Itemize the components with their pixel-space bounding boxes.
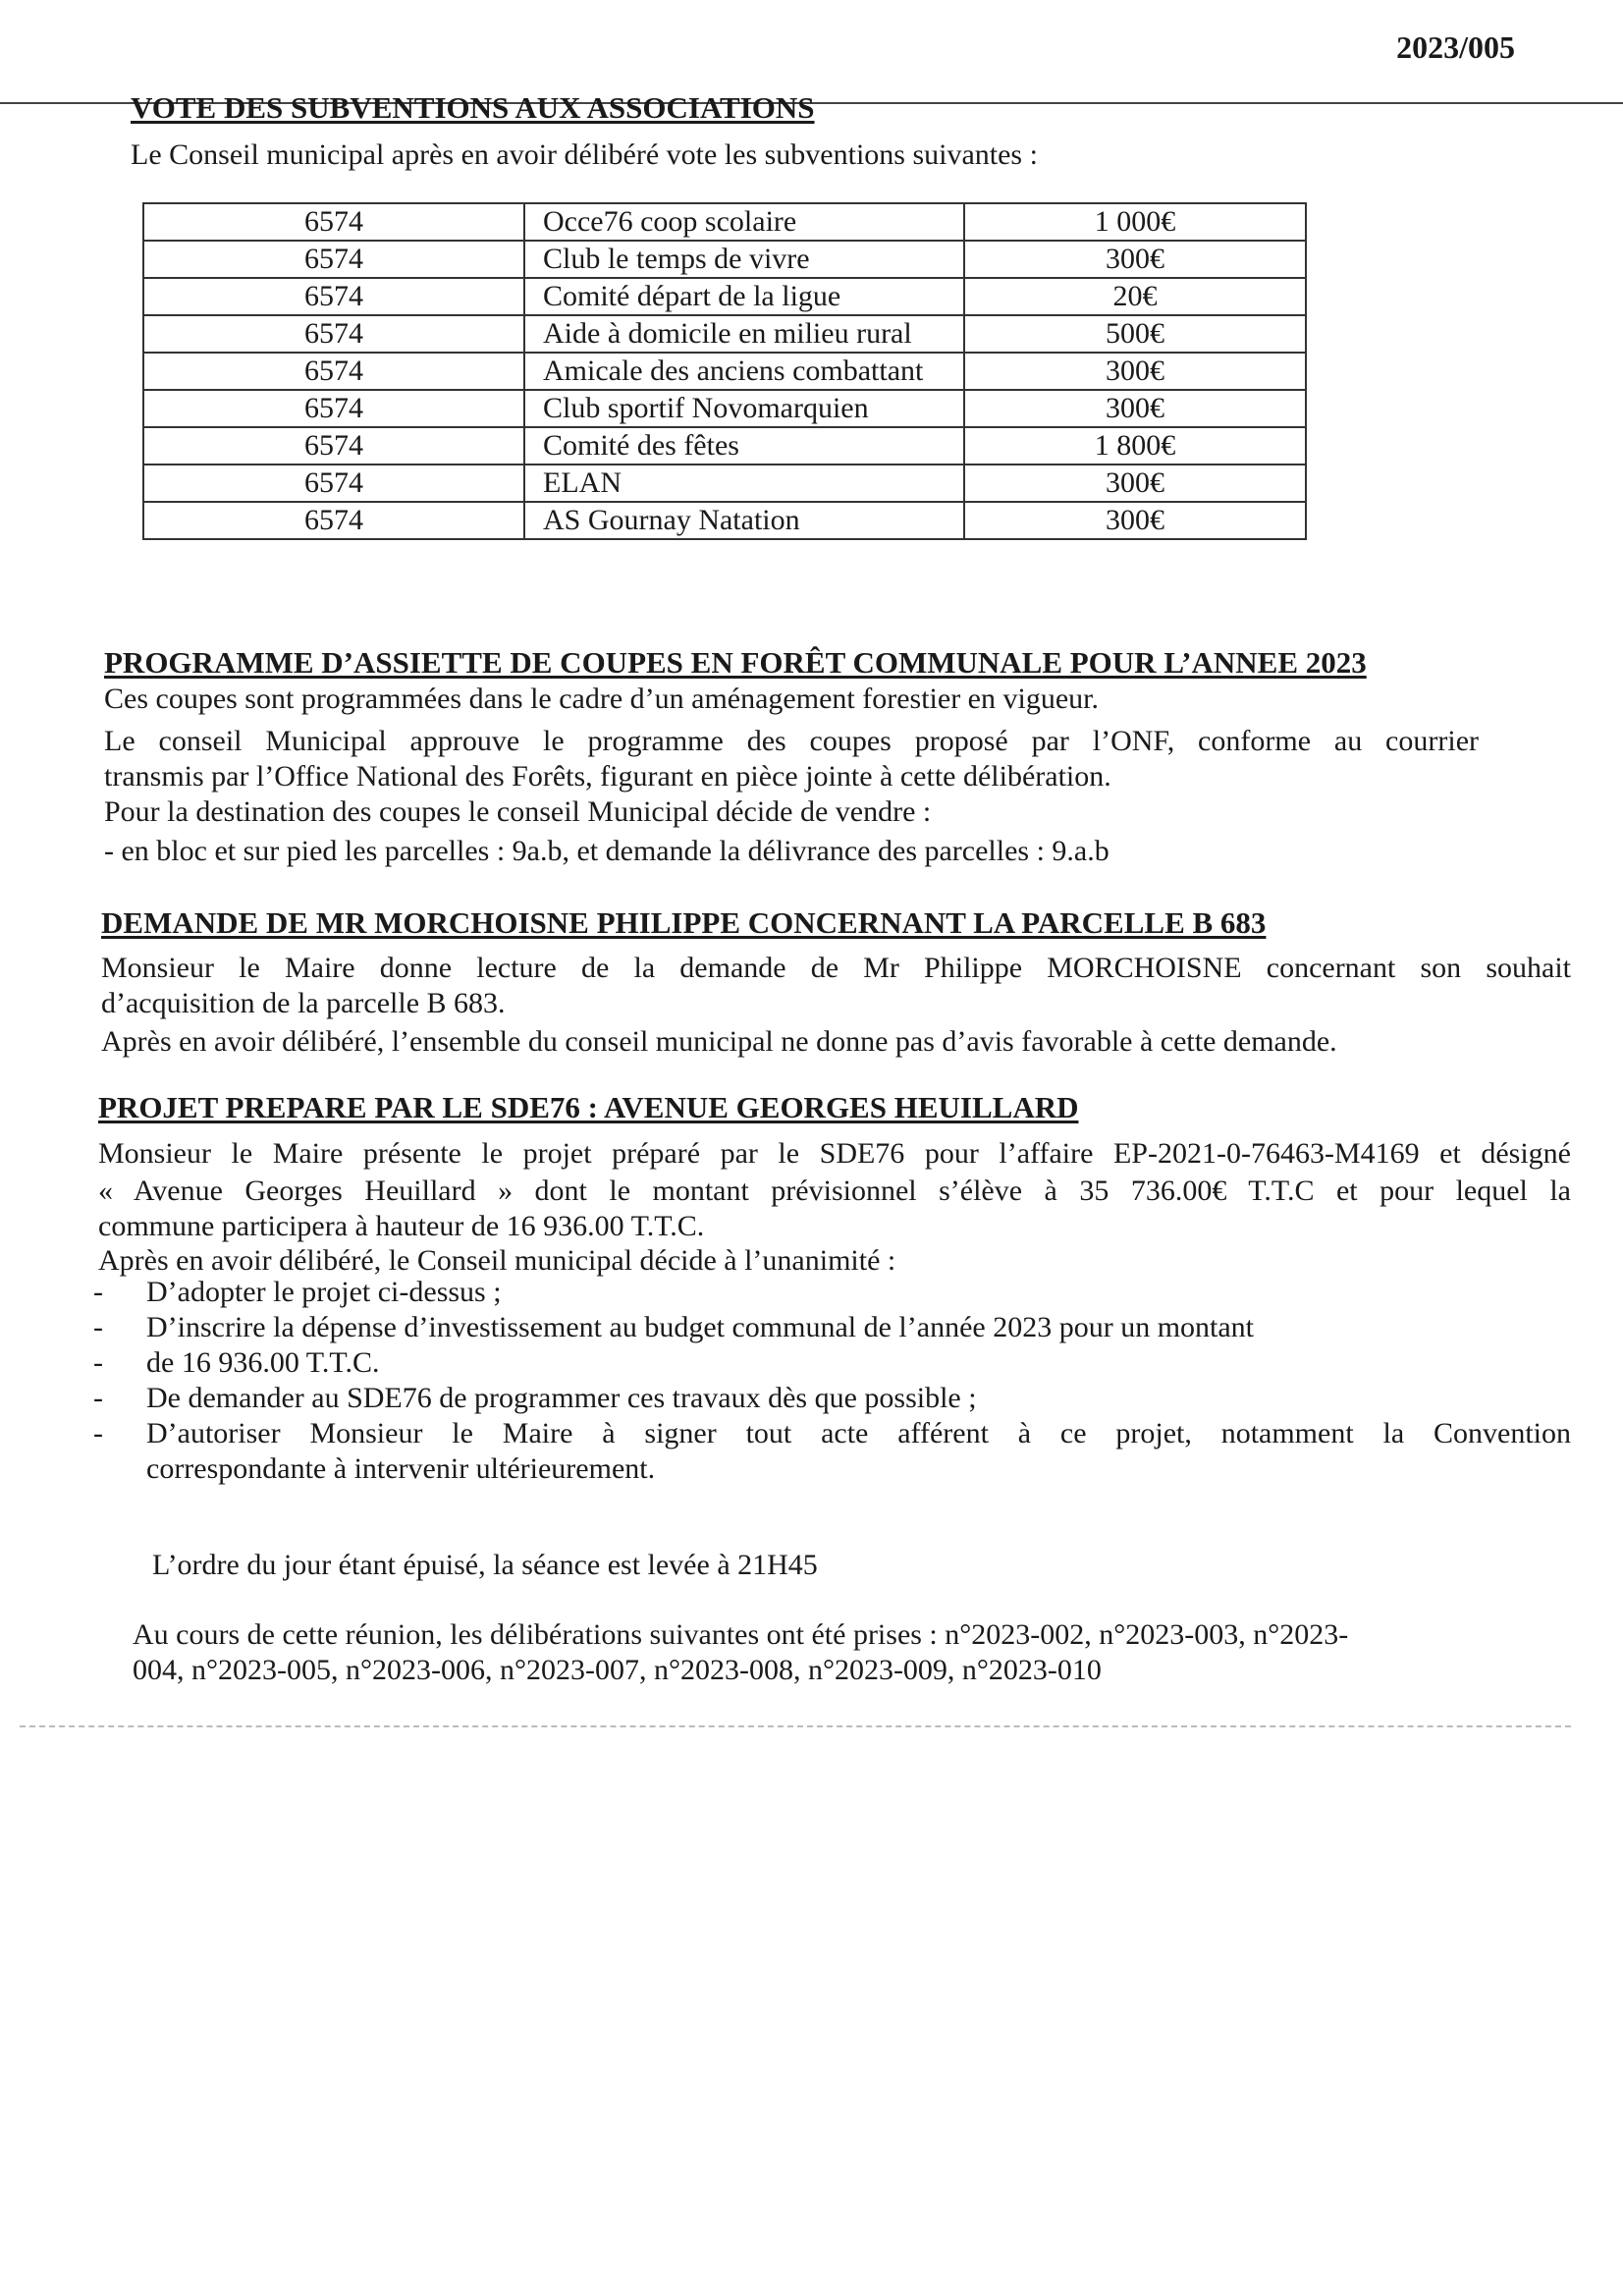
table-cell-code: 6574	[143, 315, 524, 353]
table-cell-name: Comité départ de la ligue	[524, 278, 964, 315]
table-cell-code: 6574	[143, 465, 524, 502]
table-row	[143, 241, 1306, 278]
table-cell-code: 6574	[143, 278, 524, 315]
morchoisne-paragraph-1-line-2: d’acquisition de la parcelle B 683.	[101, 987, 506, 1019]
sde76-paragraph-1-line-2: « Avenue Georges Heuillard » dont le montant prévisionnel s’élève à 35 736.00€ T.T.C et pour lequel la	[98, 1175, 1571, 1207]
table-cell-name: Club le temps de vivre	[524, 241, 964, 278]
bottom-divider	[20, 1725, 1571, 1727]
table-cell-amount: 20€	[964, 278, 1306, 315]
coupes-paragraph-1: Ces coupes sont programmées dans le cadre d’un aménagement forestier en vigueur.	[104, 683, 1099, 715]
table-cell-amount: 1 000€	[964, 203, 1306, 241]
list-item: - D’autoriser Monsieur le Maire à signer tout acte afférent à ce projet, notamment la Convention	[93, 1417, 1571, 1449]
dash-bullet-icon: -	[93, 1417, 103, 1449]
sde76-paragraph-2: Après en avoir délibéré, le Conseil municipal décide à l’unanimité :	[98, 1244, 896, 1277]
closing-deliberations-line-2: 004, n°2023-005, n°2023-006, n°2023-007, n°2023-008, n°2023-009, n°2023-010	[133, 1654, 1102, 1686]
section-title-subventions: VOTE DES SUBVENTIONS AUX ASSOCIATIONS	[131, 90, 815, 125]
table-cell-name: Comité des fêtes	[524, 427, 964, 465]
table-row	[143, 278, 1306, 315]
table-cell-amount: 1 800€	[964, 427, 1306, 465]
dash-bullet-icon: -	[93, 1311, 103, 1343]
table-cell-code: 6574	[143, 241, 524, 278]
table-cell-name: AS Gournay Natation	[524, 502, 964, 539]
table-cell-name: Aide à domicile en milieu rural	[524, 315, 964, 353]
table-cell-amount: 300€	[964, 353, 1306, 390]
morchoisne-paragraph-2: Après en avoir délibéré, l’ensemble du conseil municipal ne donne pas d’avis favorable à cette demande.	[101, 1025, 1337, 1058]
sde76-decision-list	[93, 1275, 1571, 1487]
table-cell-name: Occe76 coop scolaire	[524, 203, 964, 241]
closing-deliberations-line-1: Au cours de cette réunion, les délibérations suivantes ont été prises : n°2023-002, n°2023-003, n°2023-	[133, 1618, 1349, 1651]
section-title-sde76: PROJET PREPARE PAR LE SDE76 : AVENUE GEORGES HEUILLARD	[98, 1090, 1079, 1124]
table-cell-amount: 300€	[964, 241, 1306, 278]
subventions-intro: Le Conseil municipal après en avoir délibéré vote les subventions suivantes :	[131, 138, 1038, 171]
list-item: - de 16 936.00 T.T.C.	[93, 1346, 380, 1379]
section-title-morchoisne: DEMANDE DE MR MORCHOISNE PHILIPPE CONCERNANT LA PARCELLE B 683	[101, 905, 1267, 940]
table-cell-name: Amicale des anciens combattant	[524, 353, 964, 390]
section-title-coupes: PROGRAMME D’ASSIETTE DE COUPES EN FORÊT COMMUNALE POUR L’ANNEE 2023	[104, 645, 1367, 680]
table-cell-code: 6574	[143, 353, 524, 390]
list-item: - D’adopter le projet ci-dessus ;	[93, 1276, 502, 1308]
sde76-paragraph-1-line-3: commune participera à hauteur de 16 936.00 T.T.C.	[98, 1210, 705, 1242]
table-cell-code: 6574	[143, 502, 524, 539]
subventions-table	[142, 202, 1307, 540]
coupes-paragraph-2-line-1: Le conseil Municipal approuve le programme des coupes proposé par l’ONF, conforme au courrier	[104, 725, 1479, 757]
list-item: - De demander au SDE76 de programmer ces travaux dès que possible ;	[93, 1382, 977, 1414]
table-cell-code: 6574	[143, 427, 524, 465]
table-row	[143, 427, 1306, 465]
coupes-paragraph-2-line-2: transmis par l’Office National des Forêts, figurant en pièce jointe à cette délibération.	[104, 760, 1111, 793]
table-row	[143, 315, 1306, 353]
table-row	[143, 502, 1306, 539]
table-cell-code: 6574	[143, 390, 524, 427]
table-cell-amount: 300€	[964, 390, 1306, 427]
table-cell-amount: 300€	[964, 465, 1306, 502]
morchoisne-paragraph-1-line-1: Monsieur le Maire donne lecture de la demande de Mr Philippe MORCHOISNE concernant son souhait	[101, 952, 1571, 984]
dash-bullet-icon: -	[93, 1276, 103, 1308]
table-row	[143, 465, 1306, 502]
coupes-paragraph-4: - en bloc et sur pied les parcelles : 9a.b, et demande la délivrance des parcelles : 9.a.b	[104, 835, 1109, 867]
table-cell-name: Club sportif Novomarquien	[524, 390, 964, 427]
sde76-paragraph-1-line-1: Monsieur le Maire présente le projet préparé par le SDE76 pour l’affaire EP-2021-0-76463-M4169 et désigné	[98, 1137, 1571, 1170]
table-cell-amount: 300€	[964, 502, 1306, 539]
table-cell-amount: 500€	[964, 315, 1306, 353]
dash-bullet-icon: -	[93, 1382, 103, 1414]
table-row	[143, 390, 1306, 427]
table-cell-code: 6574	[143, 203, 524, 241]
list-item: - D’inscrire la dépense d’investissement au budget communal de l’année 2023 pour un montant	[93, 1311, 1255, 1343]
coupes-paragraph-3: Pour la destination des coupes le conseil Municipal décide de vendre :	[104, 795, 932, 828]
dash-bullet-icon: -	[93, 1346, 103, 1379]
closing-seance: L’ordre du jour étant épuisé, la séance est levée à 21H45	[152, 1549, 818, 1581]
table-cell-name: ELAN	[524, 465, 964, 502]
list-item-continuation: correspondante à intervenir ultérieurement.	[146, 1452, 656, 1485]
table-row	[143, 353, 1306, 390]
document-reference: 2023/005	[1396, 29, 1515, 65]
table-row	[143, 203, 1306, 241]
